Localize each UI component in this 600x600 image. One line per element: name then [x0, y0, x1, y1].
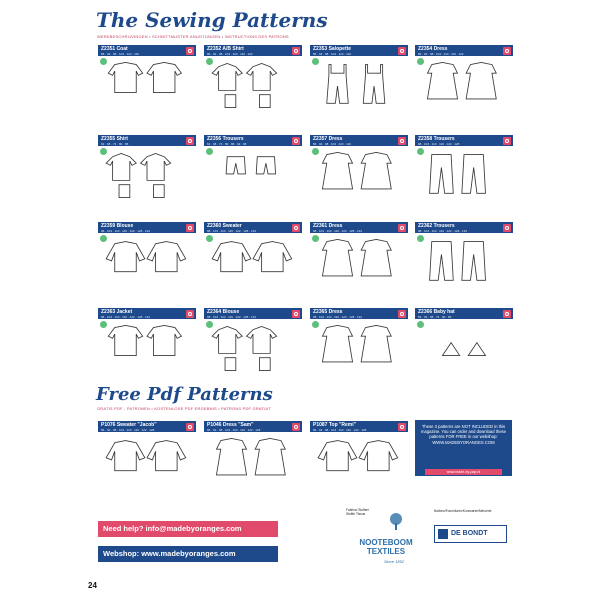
free-pdf-title: Free Pdf Patterns — [96, 384, 273, 405]
pattern-card — [98, 45, 196, 113]
pattern-sheet-icon — [503, 47, 511, 55]
debondt-mark-icon — [438, 529, 448, 539]
pattern-card — [204, 45, 302, 113]
garment-drawing — [421, 322, 507, 374]
pattern-card — [98, 308, 196, 376]
pattern-sheet-icon — [186, 310, 194, 318]
pattern-card — [415, 308, 513, 376]
garment-drawing — [104, 59, 190, 111]
card-header — [204, 45, 302, 56]
pattern-sheet-icon — [398, 47, 406, 55]
card-header — [98, 45, 196, 56]
pattern-sizes: 86 · 92 · 98 · 104 · 110 · 116 · 122 · 128 — [313, 427, 367, 432]
garment-drawing — [104, 149, 190, 201]
card-header — [415, 45, 513, 56]
pattern-sizes: 56 · 62 · 68 · 74 · 80 · 86 — [418, 314, 452, 319]
debondt-logo — [434, 525, 507, 543]
garment-drawing — [316, 435, 402, 487]
pattern-sheet-icon — [292, 310, 300, 318]
pattern-name: Z2361 Dress — [313, 223, 343, 229]
pattern-name: Z2358 Trousers — [418, 136, 455, 142]
pattern-card — [310, 135, 408, 203]
pattern-name: Z2353 Salopette — [313, 46, 352, 52]
pattern-sheet-icon — [292, 423, 300, 431]
pattern-sizes: 86 · 92 · 98 · 104 · 110 · 116 · 122 · 128 — [101, 427, 155, 432]
pattern-sizes: 98 · 104 · 110 · 116 · 122 · 128 · 134 — [313, 228, 362, 233]
nooteboom-logo: NOOTEBOOM TEXTILES — [359, 538, 413, 556]
garment-drawing — [316, 236, 402, 288]
garment-drawing — [210, 236, 296, 288]
sewing-patterns-title: The Sewing Patterns — [96, 8, 328, 32]
webshop-banner[interactable]: Webshop: www.madebyoranges.com — [98, 546, 278, 562]
sewing-patterns-subtitle: WERKBESCHRIJVINGEN • SCHNITTMUSTER ANLEITUNGEN • INSTRUCTIONS DES PATRONS — [97, 34, 289, 39]
pattern-card — [98, 135, 196, 203]
pattern-card — [204, 222, 302, 290]
garment-drawing — [210, 59, 296, 111]
pattern-card — [310, 45, 408, 113]
pattern-sizes: 98 · 104 · 110 · 116 · 122 · 128 · 134 — [313, 314, 362, 319]
pattern-name: P1076 Sweater "Jacob" — [101, 422, 157, 428]
pattern-name: P1046 Dress "Sam" — [207, 422, 254, 428]
pattern-sizes: 86 · 92 · 98 · 104 · 110 · 116 · 122 — [207, 51, 253, 56]
pattern-sheet-icon — [398, 224, 406, 232]
debondt-name: DE BONDT — [451, 530, 488, 537]
pattern-sheet-icon — [503, 310, 511, 318]
pattern-sizes: 86 · 92 · 98 · 104 · 110 · 116 · 122 · 128 — [207, 427, 261, 432]
pattern-sheet-icon — [503, 137, 511, 145]
pattern-sizes: 62 · 68 · 74 · 80 · 86 · 92 · 98 — [207, 141, 247, 146]
pattern-card — [415, 45, 513, 113]
card-header — [415, 308, 513, 319]
card-header — [204, 308, 302, 319]
card-header — [415, 135, 513, 146]
pattern-name: Z2352 A/B Shirt — [207, 46, 244, 52]
garment-drawing — [104, 322, 190, 374]
pattern-sizes: 86 · 92 · 98 · 104 · 110 · 116 — [313, 51, 351, 56]
pattern-name: Z2360 Sweater — [207, 223, 242, 229]
pattern-card — [415, 222, 513, 290]
pattern-name: Z2363 Jacket — [101, 309, 133, 315]
pattern-sheet-icon — [186, 423, 194, 431]
free_pattern-card — [310, 421, 408, 489]
garment-drawing — [316, 322, 402, 374]
card-header — [98, 135, 196, 146]
pattern-sizes: 86 · 92 · 98 · 104 · 110 · 116 — [101, 51, 139, 56]
pattern-name: Z2354 Dress — [418, 46, 448, 52]
free-pdf-subtitle: GRATIS PDF - PATRONEN • KOSTENLOSE PDF ERGEBNIS • PATRONS PDF GRATUIT — [97, 406, 272, 411]
card-header — [98, 222, 196, 233]
pattern-sizes: 86 · 92 · 98 · 104 · 110 · 116 — [313, 141, 351, 146]
card-header — [204, 222, 302, 233]
pattern-sheet-icon — [398, 310, 406, 318]
tree-logo-icon — [387, 512, 405, 532]
card-header — [204, 421, 302, 432]
card-header — [415, 222, 513, 233]
garment-drawing — [421, 149, 507, 201]
pattern-sheet-icon — [292, 47, 300, 55]
sponsor1-label: Fabrics/ Stoffen/ Stoffe/ Tissus — [346, 508, 370, 516]
page-number: 24 — [88, 581, 97, 590]
help-banner[interactable]: Need help? info@madebyoranges.com — [98, 521, 278, 537]
pattern-card — [204, 135, 302, 203]
garment-drawing — [104, 236, 190, 288]
pattern-card — [204, 308, 302, 376]
note-link-button[interactable]: www.made-by-pap.nl — [425, 469, 502, 475]
pattern-card — [415, 135, 513, 203]
pattern-sizes: 98 · 104 · 110 · 116 · 122 · 128 · 134 — [207, 228, 256, 233]
card-header — [204, 135, 302, 146]
pattern-name: Z2355 Shirt — [101, 136, 128, 142]
note-text: These 3 patterns are NOT INCLUDED in this magazine. You can order and download these patterns FOR FREE in our webshop: WWW.MADEBYORANGES.COM — [421, 424, 506, 445]
pattern-sheet-icon — [398, 137, 406, 145]
pattern-sizes: 98 · 104 · 110 · 116 · 122 · 128 · 134 — [101, 314, 150, 319]
pattern-card — [310, 308, 408, 376]
pattern-sheet-icon — [186, 137, 194, 145]
card-header — [310, 222, 408, 233]
pattern-sheet-icon — [292, 137, 300, 145]
pattern-name: Z2359 Blouse — [101, 223, 134, 229]
card-header — [310, 45, 408, 56]
pattern-sheet-icon — [292, 224, 300, 232]
pattern-card — [98, 222, 196, 290]
card-header — [310, 421, 408, 432]
pattern-sizes: 98 · 104 · 110 · 116 · 122 · 128 · 134 — [101, 228, 150, 233]
free-patterns-note — [415, 420, 512, 476]
pattern-card — [310, 222, 408, 290]
card-header — [310, 308, 408, 319]
garment-drawing — [210, 435, 296, 487]
pattern-sheet-icon — [503, 224, 511, 232]
pattern-name: Z2356 Trousers — [207, 136, 244, 142]
card-header — [98, 308, 196, 319]
garment-drawing — [210, 149, 296, 201]
pattern-name: Z2366 Baby hat — [418, 309, 455, 315]
pattern-sheet-icon — [186, 224, 194, 232]
free_pattern-card — [204, 421, 302, 489]
garment-drawing — [316, 59, 402, 111]
pattern-name: Z2357 Dress — [313, 136, 343, 142]
pattern-sheet-icon — [186, 47, 194, 55]
pattern-sizes: 62 · 68 · 74 · 80 · 86 — [101, 141, 129, 146]
pattern-name: Z2365 Dress — [313, 309, 343, 315]
garment-drawing — [316, 149, 402, 201]
sponsor2-label: Notions/Fournituren/Kurzwaren/Mercerie — [434, 509, 492, 513]
garment-drawing — [210, 322, 296, 374]
pattern-name: Z2362 Trousers — [418, 223, 455, 229]
card-header — [310, 135, 408, 146]
garment-drawing — [421, 236, 507, 288]
pattern-sizes: 98 · 104 · 110 · 116 · 122 · 128 · 134 — [418, 228, 467, 233]
pattern-sizes: 98 · 104 · 110 · 116 · 122 · 128 · 134 — [207, 314, 256, 319]
card-header — [98, 421, 196, 432]
pattern-sizes: 86 · 92 · 98 · 104 · 110 · 116 · 122 — [418, 51, 464, 56]
pattern-name: Z2351 Coat — [101, 46, 128, 52]
nooteboom-since: Since 1852 — [384, 559, 405, 564]
pattern-name: Z2364 Blouse — [207, 309, 240, 315]
garment-drawing — [421, 59, 507, 111]
pattern-name: P1087 Top "Remi" — [313, 422, 356, 428]
garment-drawing — [104, 435, 190, 487]
free_pattern-card — [98, 421, 196, 489]
pattern-sizes: 98 · 104 · 110 · 116 · 122 · 128 — [418, 141, 460, 146]
pattern-sheet-icon — [398, 423, 406, 431]
